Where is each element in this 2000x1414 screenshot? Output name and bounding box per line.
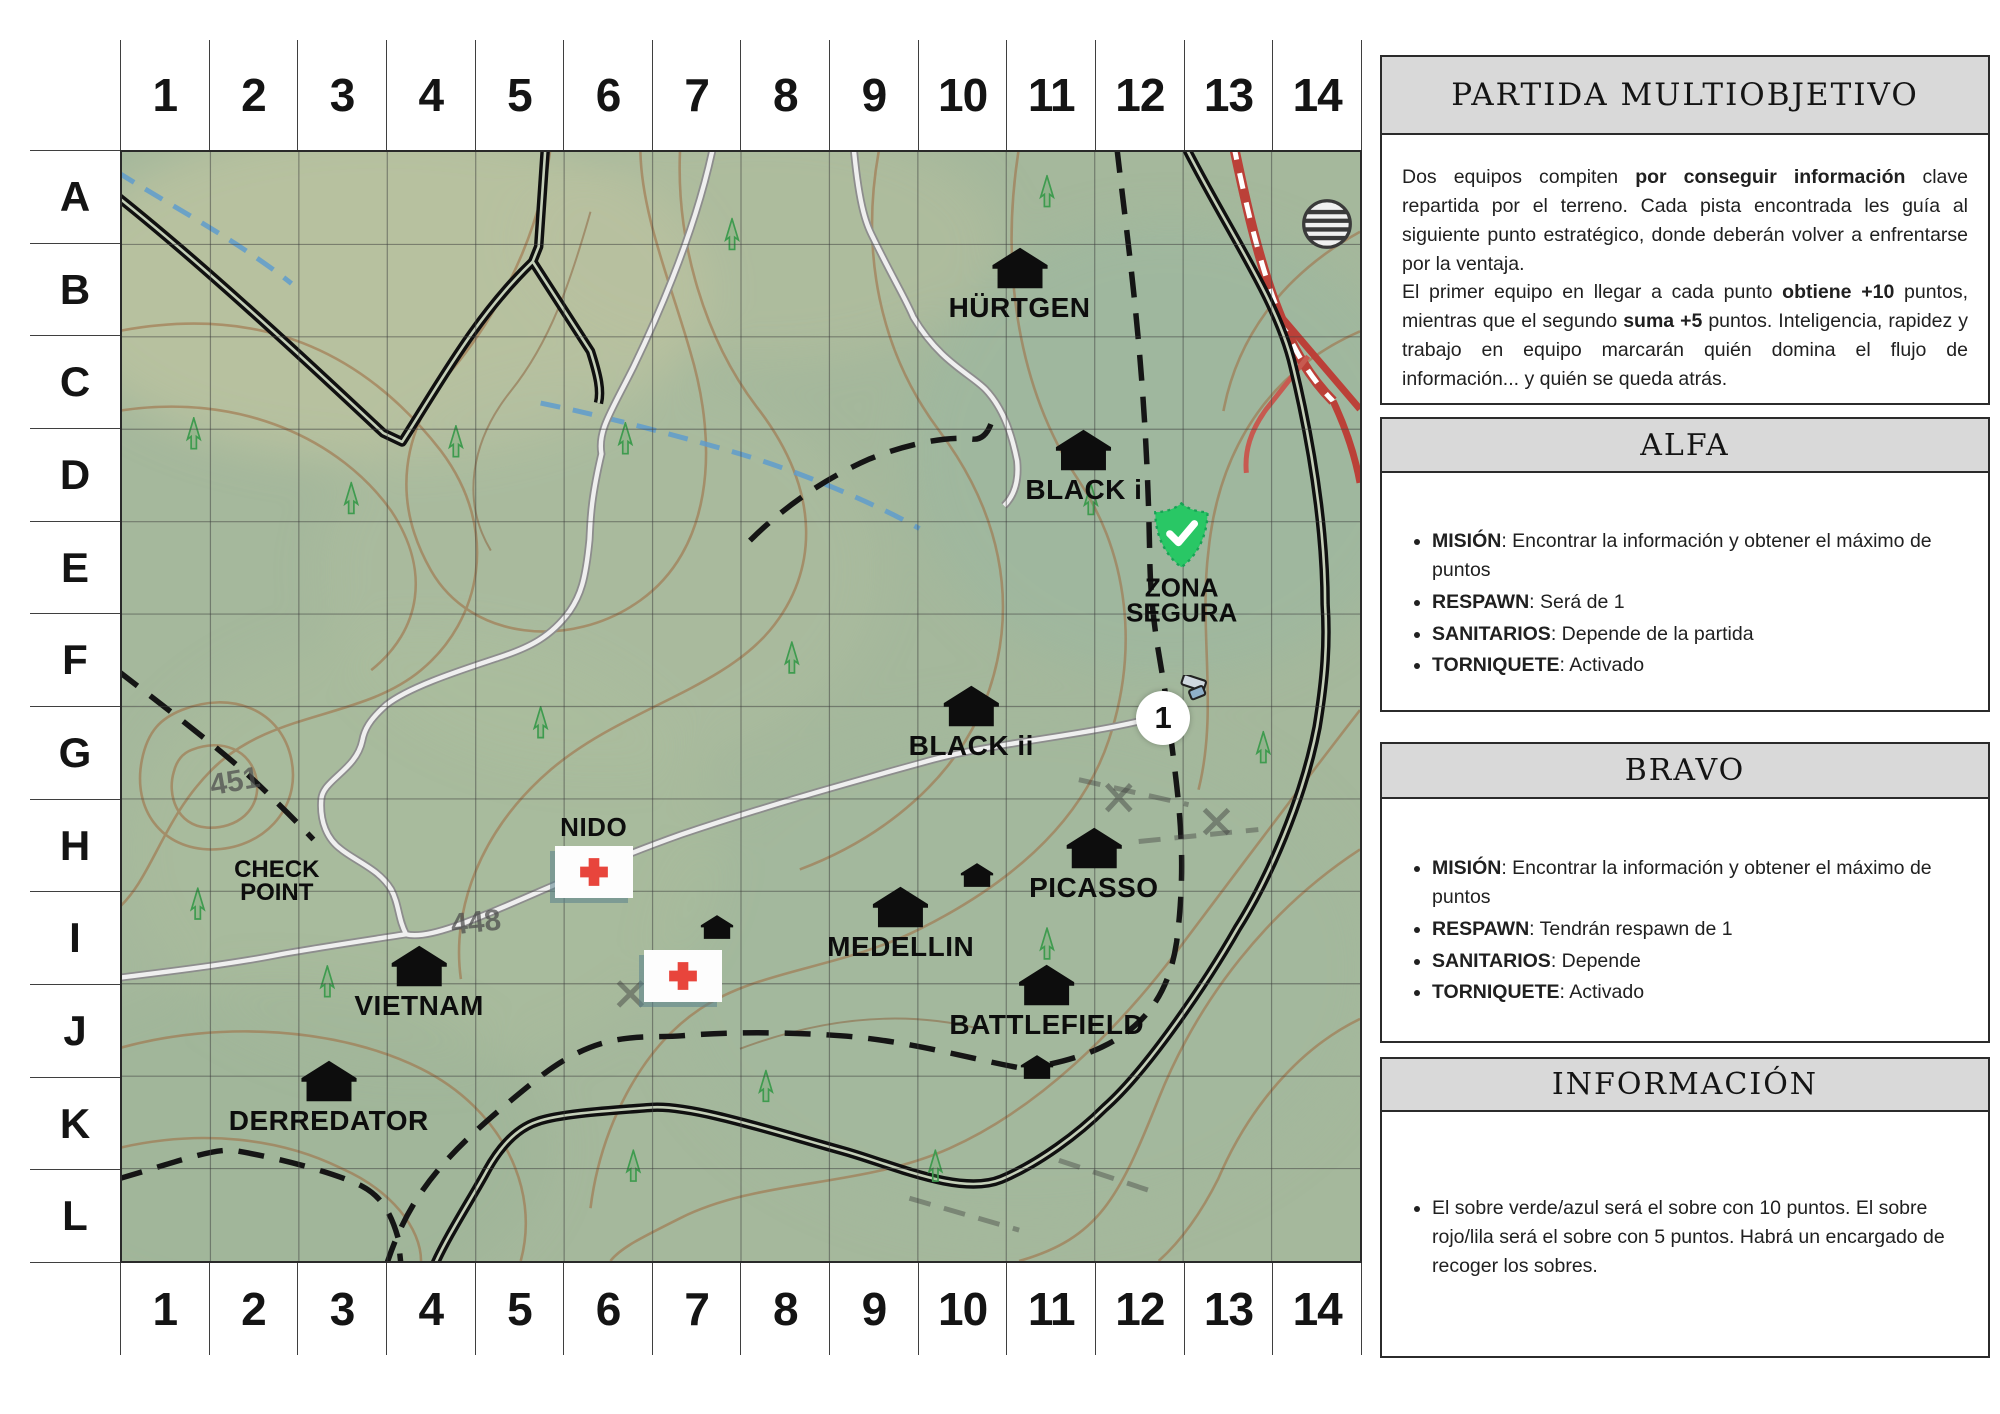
poi-label: MEDELLIN [827, 930, 975, 962]
elevation-label: 448 [449, 903, 503, 942]
medic-cross-icon [578, 856, 610, 888]
col-label-9: 9 [830, 40, 919, 150]
poi-zona-segura [1126, 502, 1238, 628]
panel-title-bravo: BRAVO [1380, 742, 1990, 799]
row-label-A: A [30, 150, 120, 243]
col-label-2: 2 [210, 40, 299, 150]
poi-label: BLACK ii [908, 730, 1034, 762]
col-label-bottom-10: 10 [919, 1263, 1008, 1355]
game-map [120, 150, 1362, 1263]
col-label-6: 6 [564, 40, 653, 150]
col-label-3: 3 [298, 40, 387, 150]
row-label-H: H [30, 799, 120, 892]
poi-label: PICASSO [1029, 871, 1159, 903]
safe-zone-shield-icon [1153, 502, 1211, 570]
col-label-bottom-5: 5 [476, 1263, 565, 1355]
poi-hut-10 [700, 914, 734, 940]
col-label-bottom-3: 3 [298, 1263, 387, 1355]
hut-icon [1065, 826, 1123, 870]
poi-hut-9 [1020, 1054, 1054, 1080]
bullet-sanitarios: • SANITARIOS: Depende de la partida [1432, 620, 1968, 649]
row-label-G: G [30, 706, 120, 799]
hut-icon [1018, 963, 1076, 1007]
bullet-misi-n: • MISIÓN: Encontrar la información y obtener el máximo de puntos [1432, 854, 1968, 912]
objective-point-1 [1136, 691, 1190, 745]
col-label-bottom-2: 2 [210, 1263, 299, 1355]
row-label-J: J [30, 984, 120, 1077]
row-label-E: E [30, 521, 120, 614]
col-label-10: 10 [919, 40, 1008, 150]
poi-check-point [234, 855, 320, 906]
map-row-letters [30, 150, 120, 1263]
poi-label: VIETNAM [354, 989, 484, 1021]
road-barrier [1301, 198, 1353, 250]
panel-body-partida-multiobjetivo [1380, 133, 1990, 405]
hut-icon [1055, 428, 1113, 472]
col-label-bottom-6: 6 [564, 1263, 653, 1355]
col-label-bottom-11: 11 [1007, 1263, 1096, 1355]
poi-derredator [229, 1059, 429, 1135]
bullet-sanitarios: • SANITARIOS: Depende [1432, 947, 1968, 976]
medic-cross-icon [667, 960, 699, 992]
row-label-B: B [30, 243, 120, 336]
col-label-13: 13 [1185, 40, 1274, 150]
medic-station-icon [555, 846, 633, 898]
poi-black-i [1025, 428, 1142, 504]
elevation-451 [207, 760, 263, 803]
poi-label: BATTLEFIELD [949, 1009, 1145, 1041]
bullet-item: • El sobre verde/azul será el sobre con 10 puntos. El sobre rojo/lila será el sobre con 5 puntos. Habrá un encargado de recoger los sobres. [1432, 1194, 1968, 1281]
poi-label: CHECK POINT [234, 855, 320, 906]
hut-icon [872, 885, 930, 929]
bullet-respawn: • RESPAWN: Será de 1 [1432, 588, 1968, 617]
poi-picasso [1029, 826, 1159, 902]
col-label-11: 11 [1007, 40, 1096, 150]
poi-label: NIDO [560, 812, 628, 843]
medic-station-14 [644, 950, 722, 1002]
medic-station-icon [644, 950, 722, 1002]
col-label-14: 14 [1292, 69, 1342, 121]
hut-icon [1020, 1054, 1054, 1080]
row-label-L: L [30, 1169, 120, 1262]
poi-h-rtgen [949, 246, 1091, 322]
col-label-bottom-12: 12 [1096, 1263, 1185, 1355]
objective-number: 1 [1136, 691, 1190, 745]
bullet-torniquete: • TORNIQUETE: Activado [1432, 978, 1968, 1007]
col-label-7: 7 [653, 40, 742, 150]
poi-label: HÜRTGEN [948, 291, 1091, 323]
panel-body-alfa [1380, 471, 1990, 712]
poi-vietnam [354, 944, 484, 1020]
row-label-I: I [30, 891, 120, 984]
poi-label: ZONA SEGURA [1126, 572, 1238, 628]
poi-battlefield [949, 963, 1144, 1039]
row-label-D: D [30, 428, 120, 521]
hut-icon [942, 684, 1000, 728]
poi-medellin [827, 885, 974, 961]
hut-icon [300, 1059, 358, 1103]
col-label-5: 5 [476, 40, 565, 150]
poi-label: DERREDATOR [228, 1104, 429, 1136]
col-label-1: 1 [121, 40, 210, 150]
bullet-respawn: • RESPAWN: Tendrán respawn de 1 [1432, 915, 1968, 944]
map-markers [122, 152, 1360, 1261]
bullet-torniquete: • TORNIQUETE: Activado [1432, 651, 1968, 680]
poi-black-ii [909, 684, 1034, 760]
col-label-bottom-1: 1 [121, 1263, 210, 1355]
col-label-bottom-8: 8 [741, 1263, 830, 1355]
medic-station-nido [555, 814, 633, 898]
elevation-448 [449, 903, 503, 942]
money-icon [1180, 675, 1216, 703]
col-label-bottom-14: 14 [1292, 1283, 1342, 1335]
hut-icon [700, 914, 734, 940]
hut-icon [991, 246, 1049, 290]
col-label-bottom-13: 13 [1185, 1263, 1274, 1355]
elevation-label: 451 [207, 760, 263, 803]
panel-body-bravo [1380, 797, 1990, 1043]
row-label-C: C [30, 335, 120, 428]
row-label-K: K [30, 1077, 120, 1170]
road-barrier-icon [1301, 198, 1353, 250]
col-label-bottom-4: 4 [387, 1263, 476, 1355]
col-label-4: 4 [387, 40, 476, 150]
row-label-F: F [30, 613, 120, 706]
map-column-footer [120, 1263, 1362, 1355]
panel-title-partida-multiobjetivo: PARTIDA MULTIOBJETIVO [1380, 55, 1990, 135]
col-label-bottom-7: 7 [653, 1263, 742, 1355]
panel-title-informacion: INFORMACIÓN [1380, 1057, 1990, 1112]
panel-title-alfa: ALFA [1380, 417, 1990, 473]
hut-icon [390, 944, 448, 988]
intro-paragraph: El primer equipo en llegar a cada punto obtiene +10 puntos, mientras que el segundo suma +5 puntos. Inteligencia, rapidez y trabajo en equipo marcarán quién domina el flujo de información... y quién se queda atrás. [1402, 281, 1968, 391]
map-column-header [120, 40, 1362, 150]
bullet-misi-n: • MISIÓN: Encontrar la información y obtener el máximo de puntos [1432, 527, 1968, 585]
col-label-bottom-9: 9 [830, 1263, 919, 1355]
poi-label: BLACK i [1025, 473, 1143, 505]
intro-paragraph: Dos equipos compiten por conseguir información clave repartida por el terreno. Cada pista encontrada les guía al siguiente punto estratégico, donde deberán volver a enfrentarse por la ventaja. [1402, 166, 1968, 275]
panel-body-informacion [1380, 1110, 1990, 1358]
col-label-12: 12 [1096, 40, 1185, 150]
col-label-8: 8 [741, 40, 830, 150]
